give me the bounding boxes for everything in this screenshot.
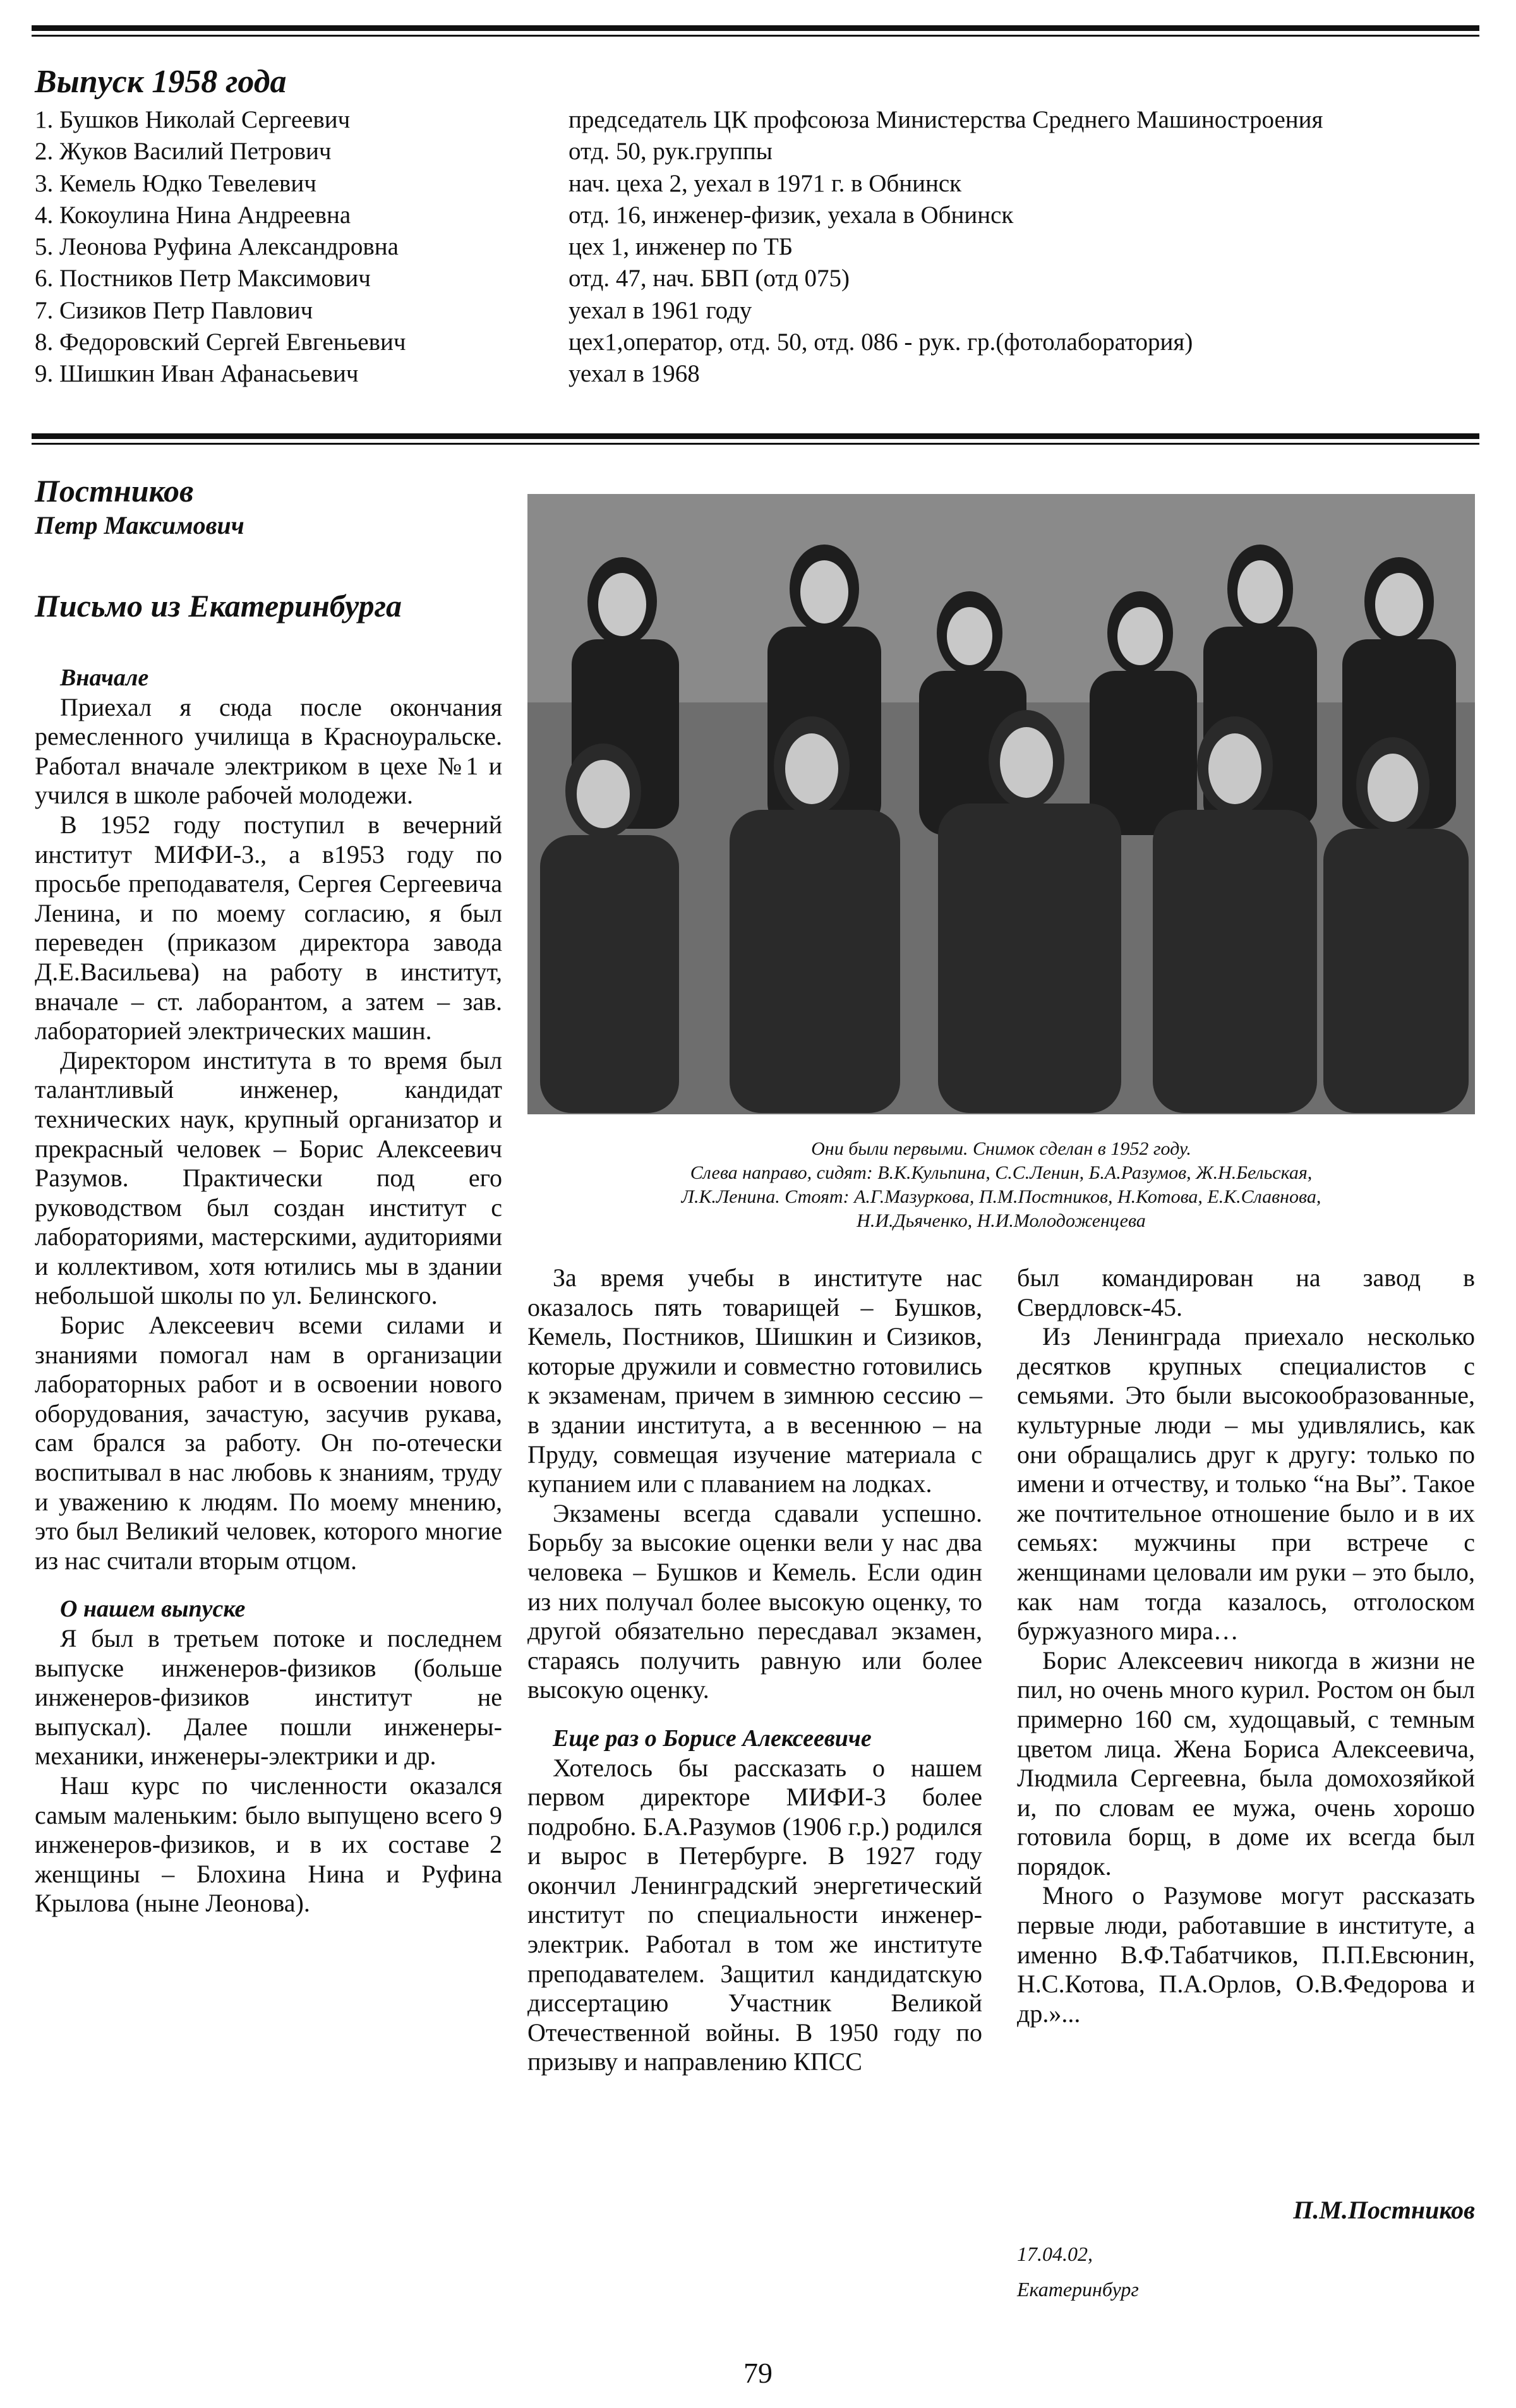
list-item: 1. Бушков Николай Сергеевич: [35, 106, 351, 133]
list-item-note: отд. 47, нач. БВП (отд 075): [568, 265, 850, 292]
caption-line: Слева направо, сидят: В.К.Кульпина, С.С.Ленин, Б.А.Разумов, Ж.Н.Бельская,: [690, 1162, 1313, 1183]
paragraph: Много о Разумове могут рассказать первые люди, работавшие в институте, а именно В.Ф.Табатчиков, П.П.Евсюнин, Н.С.Котова, П.А.Орлов, О.В.Федорова и др.»...: [1017, 1881, 1475, 2028]
paragraph: Из Ленинграда приехало несколько десятков крупных специалистов с семьями. Это были высокообразованные, культурные люди – мы удивлялись, как они обращались друг к другу: только по имени и отчеству, и только “на Вы”. Такое же почтительное отношение было и в их семьях: мужчины при встрече с женщинами целовали им руки – это было, как нам тогда казалось, отголоском буржуазного мира…: [1017, 1322, 1475, 1646]
group-photo-illustration: [527, 494, 1475, 1114]
list-item-note: отд. 16, инженер-физик, уехала в Обнинск: [568, 201, 1014, 229]
paragraph: В 1952 году поступил в вечерний институт МИФИ-3., а в1953 году по просьбе преподавателя, Сергея Сергеевича Ленина, и по моему согласию, я был переведен (приказом директора завода Д.Е.Васильева) на работу в институт, вначале – ст. лаборантом, а затем – зав. лабораторией электрических машин.: [35, 810, 502, 1045]
section-thick-rule: [32, 433, 1479, 439]
dateline: [1017, 2236, 1139, 2307]
list-item-note: цех 1, инженер по ТБ: [568, 233, 793, 261]
list-item: 8. Федоровский Сергей Евгеньевич: [35, 328, 406, 356]
text-column-middle: [527, 1263, 982, 2077]
group-photo: [527, 494, 1475, 1114]
paragraph: Директором института в то время был талантливый инженер, кандидат технических наук, крупный организатор и прекрасный человек – Борис Алексеевич Разумов. Практически под его руководством был создан институт с лабораториями, мастерскими, аудиториями и коллективом, хотя ютились мы в здании небольшой школы по ул. Белинского.: [35, 1045, 502, 1310]
graduates-names-list: [35, 104, 565, 390]
list-item-note: председатель ЦК профсоюза Министерства Среднего Машиностроения: [568, 106, 1323, 133]
paragraph: Хотелось бы рассказать о нашем первом директоре МИФИ-3 более подробно. Б.А.Разумов (1906 г.р.) родился и вырос в Петербурге. В 1927 году окончил Ленинградский энергетический институт по специальности инженер-электрик. Работал в том же институте преподавателем. Защитил кандидатскую диссертацию Участник Великой Отечественной войны. В 1950 году по призыву и направлению КПСС: [527, 1753, 982, 2076]
article-title: Письмо из Екатеринбурга: [35, 588, 402, 623]
graduates-title: Выпуск 1958 года: [35, 64, 287, 100]
list-item: 3. Кемель Юдко Тевелевич: [35, 169, 316, 197]
paragraph: Борис Алексеевич никогда в жизни не пил, но очень много курил. Ростом он был примерно 160 см, худощавый, с темным цветом лица. Жена Бориса Алексеевича, Людмила Сергеевна, была домохозяйкой и, по словам ее мужа, очень хорошо готовила борщ, в доме их всегда был порядок.: [1017, 1646, 1475, 1881]
list-item-note: нач. цеха 2, уехал в 1971 г. в Обнинск: [568, 169, 962, 197]
paragraph: был командирован на завод в Свердловск-45.: [1017, 1263, 1475, 1321]
list-item: 5. Леонова Руфина Александровна: [35, 233, 399, 261]
list-item-note: отд. 50, рук.группы: [568, 138, 773, 166]
list-item-note: уехал в 1968: [568, 360, 700, 388]
graduates-notes-list: [568, 104, 1484, 390]
paragraph: Борис Алексеевич всеми силами и знаниями помогал нам в организации лабораторных работ и в освоении нового оборудования, зачастую, засучив рукава, сам брался за работу. Он по-отечески воспитывал в нас любовь к знаниям, труду и уважению к людям. По моему мнению, это был Великий человек, которого многие из нас считали вторым отцом.: [35, 1311, 502, 1575]
list-item-note: уехал в 1961 году: [568, 296, 752, 324]
list-item: 2. Жуков Василий Петрович: [35, 138, 332, 166]
list-item: 7. Сизиков Петр Павлович: [35, 296, 313, 324]
paragraph: Приехал я сюда после окончания ремесленного училища в Красноуральске. Работал вначале электриком в цехе №1 и учился в школе рабочей молодежи.: [35, 692, 502, 810]
subheading-our-class: О нашем выпуске: [60, 1596, 246, 1623]
text-column-right: [1017, 1263, 1475, 2028]
paragraph: Наш курс по численности оказался самым маленьким: было выпущено всего 9 инженеров-физиков, и в их составе 2 женщины – Блохина Нина и Руфина Крылова (ныне Леонова).: [35, 1771, 502, 1918]
subheading-about-razumov: Еще раз о Борисе Алексеевиче: [553, 1725, 872, 1752]
author-signature: П.М.Постников: [1293, 2196, 1475, 2224]
author-surname: Постников: [35, 473, 194, 509]
top-thin-rule: [32, 35, 1479, 37]
text-column-left: [35, 663, 502, 1918]
photo-caption: [527, 1137, 1475, 1233]
paragraph: Я был в третьем потоке и последнем выпуске инженеров-физиков (больше инженеров-физиков институт не выпускал). Далее пошли инженеры-механики, инженеры-электрики и др.: [35, 1624, 502, 1771]
top-thick-rule: [32, 25, 1479, 31]
paragraph: Экзамены всегда сдавали успешно. Борьбу за высокие оценки вели у нас два человека – Бушков и Кемель. Если один из них получал более высокую оценку, то другой обязательно пересдавал экзамен, стараясь получить равную или более высокую оценку.: [527, 1498, 982, 1704]
list-item: 6. Постников Петр Максимович: [35, 265, 371, 292]
page-number: 79: [743, 2357, 773, 2389]
list-item: 9. Шишкин Иван Афанасьевич: [35, 360, 359, 388]
author-name: Петр Максимович: [35, 511, 244, 539]
caption-line: Они были первыми. Снимок сделан в 1952 году.: [811, 1138, 1191, 1159]
paragraph: За время учебы в институте нас оказалось пять товарищей – Бушков, Кемель, Постников, Шишкин и Сизиков, которые дружили и совместно готовились к экзаменам, причем в зимнюю сессию – в здании института, а в весеннюю – на Пруду, совмещая изучение материала с купанием или с плаванием на лодках.: [527, 1263, 982, 1498]
date: 17.04.02,: [1017, 2242, 1093, 2265]
subheading-beginning: Вначале: [60, 665, 149, 691]
list-item: 4. Кокоулина Нина Андреевна: [35, 201, 351, 229]
caption-line: Н.И.Дьяченко, Н.И.Молодоженцева: [857, 1210, 1146, 1231]
place: Екатеринбург: [1017, 2278, 1139, 2301]
caption-line: Л.К.Ленина. Стоят: А.Г.Мазуркова, П.М.Постников, Н.Котова, Е.К.Славнова,: [681, 1186, 1321, 1207]
list-item-note: цех1,оператор, отд. 50, отд. 086 - рук. гр.(фотолаборатория): [568, 328, 1193, 356]
section-thin-rule: [32, 443, 1479, 445]
